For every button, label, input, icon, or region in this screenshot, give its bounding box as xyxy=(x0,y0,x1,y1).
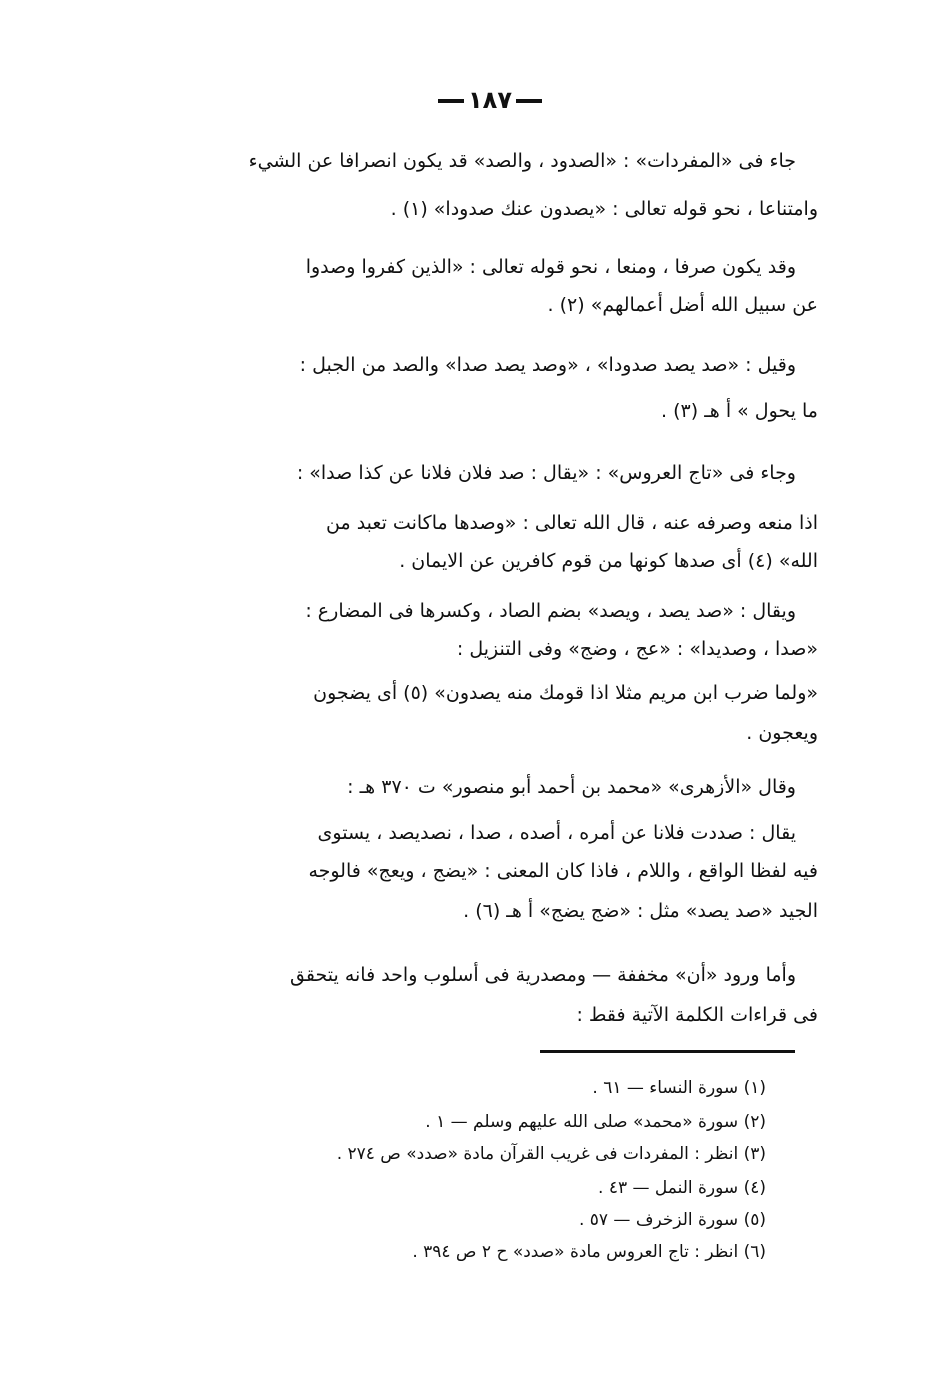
text-line-18: وأما ورود «أن» مخففة — ومصدرية فى أسلوب واحد فانه يتحقق xyxy=(290,964,796,986)
text-line-6: ما يحول » أ هـ (٣) . xyxy=(661,400,818,422)
page-number-dash-right xyxy=(516,99,542,103)
footnote-5: (٥) سورة الزخرف — ٥٧ . xyxy=(578,1210,766,1230)
footnote-6: (٦) انظر : تاج العروس مادة «صدد» ح ٢ ص ٣٩٤ . xyxy=(412,1242,766,1262)
text-line-4: عن سبيل الله أضل أعمالهم» (٢) . xyxy=(547,294,818,316)
text-line-13: ويعجون . xyxy=(746,722,818,744)
footnote-3: (٣) انظر : المفردات فى غريب القرآن مادة «صدد» ص ٢٧٤ . xyxy=(336,1144,766,1164)
footnote-separator xyxy=(540,1050,795,1053)
footnote-1: (١) سورة النساء — ٦١ . xyxy=(592,1078,766,1098)
footnote-4: (٤) سورة النمل — ٤٣ . xyxy=(598,1178,766,1198)
page-number-dash-left xyxy=(438,99,464,103)
text-line-5: وقيل : «صد يصد صدودا» ، «وصد يصد صدا» والصد من الجبل : xyxy=(299,354,796,376)
text-line-16: فيه لفظا الواقع ، واللام ، فاذا كان المعنى : «يضج ، ويعج» فالوجه xyxy=(308,860,818,882)
text-line-12: «ولما ضرب ابن مريم مثلا اذا قومك منه يصدون» (٥) أى يضجون xyxy=(313,682,818,704)
text-line-7: وجاء فى «تاج العروس» : «يقال : صد فلان فلانا عن كذا صدا» : xyxy=(296,462,796,484)
text-line-14: وقال «الأزهرى» «محمد بن أحمد أبو منصور» ت ٣٧٠ هـ : xyxy=(347,776,796,798)
text-line-11: «صدا ، وصديدا» : «عج ، وضج» وفى التنزيل : xyxy=(456,638,818,660)
text-line-3: وقد يكون صرفا ، ومنعا ، نحو قوله تعالى : «الذين كفروا وصدوا xyxy=(305,256,796,278)
text-line-15: يقال : صددت فلانا عن أمره ، أصده ، صدا ، نصديصد ، يستوى xyxy=(317,822,796,844)
text-line-17: الجيد «صد يصد» مثل : «ضج يضج» أ هـ (٦) . xyxy=(463,900,818,922)
text-line-2: وامتناعا ، نحو قوله تعالى : «يصدون عنك صدودا» (١) . xyxy=(390,198,818,220)
text-line-19: فى قراءات الكلمة الآتية فقط : xyxy=(576,1004,818,1026)
page-number-text: ١٨٧ xyxy=(468,86,512,114)
text-line-8: اذا منعه وصرفه عنه ، قال الله تعالى : «وصدها ماكانت تعبد من xyxy=(326,512,818,534)
text-line-9: الله» (٤) أى صدها كونها من قوم كافرين عن الايمان . xyxy=(399,550,818,572)
footnote-2: (٢) سورة «محمد» صلى الله عليهم وسلم — ١ . xyxy=(425,1112,766,1132)
page-number xyxy=(420,86,560,114)
text-line-1: جاء فى «المفردات» : «الصدود ، والصد» قد يكون انصرافا عن الشيء xyxy=(248,150,796,172)
text-line-10: ويقال : «صد يصد ، ويصد» بضم الصاد ، وكسرها فى المضارع : xyxy=(305,600,796,622)
